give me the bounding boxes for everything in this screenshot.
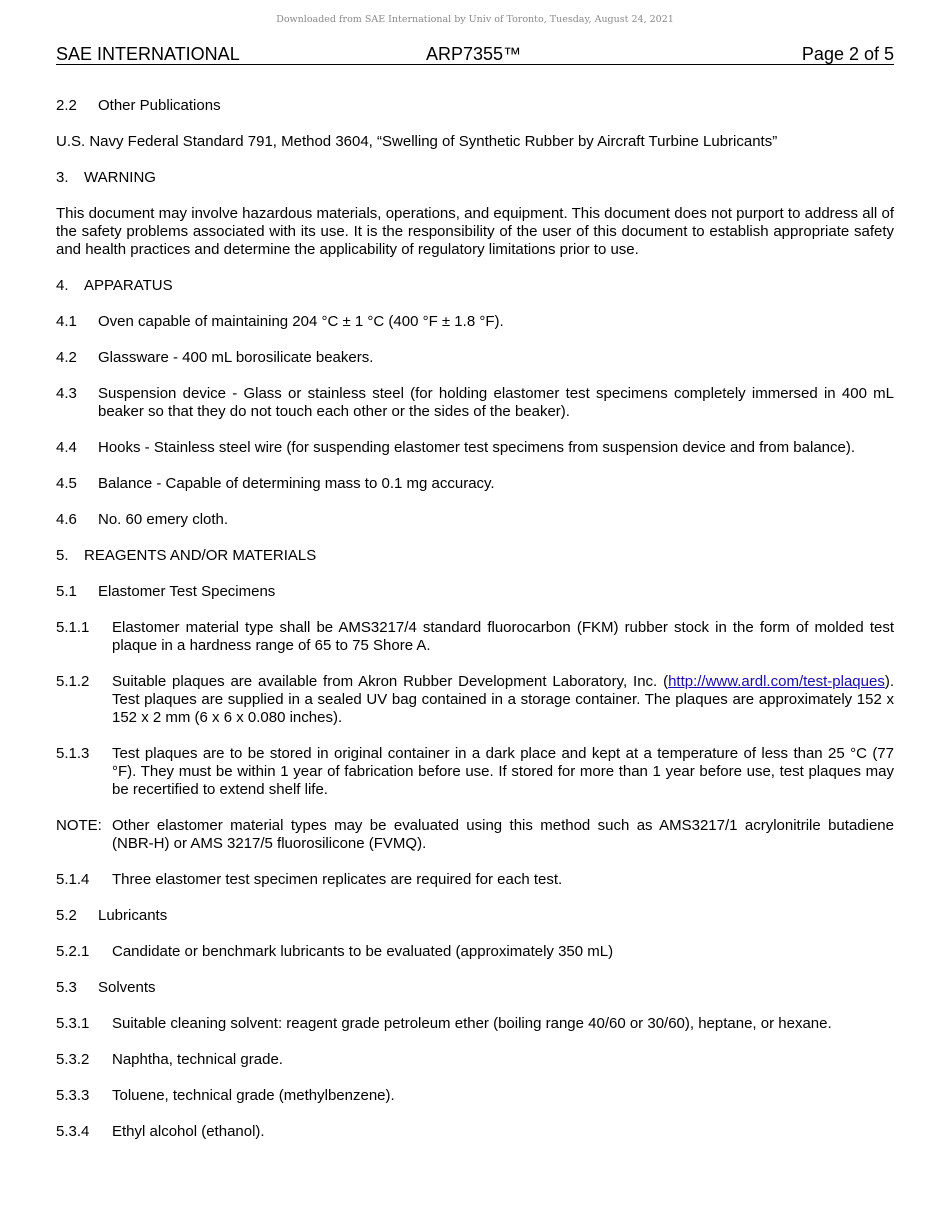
list-item xyxy=(56,349,894,367)
item-number: 5.3.2 xyxy=(56,1051,90,1068)
item-text: Suitable cleaning solvent: reagent grade petroleum ether (boiling range 40/60 or 30/60), heptane, or hexane. xyxy=(112,1015,832,1032)
list-item xyxy=(56,475,894,493)
item-number: 5.1.2 xyxy=(56,673,90,690)
list-item xyxy=(56,313,894,331)
item-text: Balance - Capable of determining mass to 0.1 mg accuracy. xyxy=(98,475,495,492)
item-text: Naphtha, technical grade. xyxy=(112,1051,283,1068)
list-item xyxy=(56,943,894,961)
section-title: Lubricants xyxy=(98,907,168,924)
item-number: 4.1 xyxy=(56,313,77,330)
item-number: 5.2.1 xyxy=(56,943,90,960)
item-text: Toluene, technical grade (methylbenzene). xyxy=(112,1087,395,1104)
item-text: Three elastomer test specimen replicates are required for each test. xyxy=(112,871,563,888)
list-item xyxy=(56,1015,894,1033)
list-item xyxy=(56,1051,894,1069)
header-page-number: Page 2 of 5 xyxy=(801,44,894,64)
list-item xyxy=(56,871,894,889)
item-text: Ethyl alcohol (ethanol). xyxy=(112,1123,265,1140)
section-title: Other Publications xyxy=(98,97,221,114)
item-text xyxy=(112,673,894,727)
note-label: NOTE: xyxy=(56,817,102,834)
item-number: 4.5 xyxy=(56,475,77,492)
item-number: 5.1.4 xyxy=(56,871,90,888)
item-number: 4.3 xyxy=(56,385,77,402)
subsection-heading xyxy=(56,583,894,601)
ardl-test-plaques-link[interactable]: http://www.ardl.com/test-plaques xyxy=(668,673,885,690)
section-title: Elastomer Test Specimens xyxy=(98,583,276,600)
item-text-after-link: ). Test plaques are supplied in a sealed UV bag contained in a storage container. The plaques are approximately 152 x 152 x 2 mm (6 x 6 x 0.080 inches). xyxy=(112,673,894,726)
download-watermark: Downloaded from SAE International by Univ of Toronto, Tuesday, August 24, 2021 xyxy=(276,14,674,25)
item-text: Test plaques are to be stored in original container in a dark place and kept at a temperature of less than 25 °C (77 °F). They must be within 1 year of fabrication before use. If stored for more than 1 year before use, test plaques may be recertified to extend shelf life. xyxy=(112,745,894,798)
section-number: 2.2 xyxy=(56,97,77,114)
item-text: Suspension device - Glass or stainless steel (for holding elastomer test specimens completely immersed in 400 mL beaker so that they do not touch each other or the sides of the beaker). xyxy=(98,385,894,420)
paragraph: U.S. Navy Federal Standard 791, Method 3604, “Swelling of Synthetic Rubber by Aircraft Turbine Lubricants” xyxy=(56,133,778,150)
list-item xyxy=(56,385,894,421)
item-number: 5.3.3 xyxy=(56,1087,90,1104)
page-header xyxy=(56,44,894,65)
subsection-heading xyxy=(56,907,894,925)
list-item xyxy=(56,1123,894,1141)
list-item xyxy=(56,745,894,799)
section-title: APPARATUS xyxy=(84,277,173,294)
item-number: 5.3.1 xyxy=(56,1015,90,1032)
list-item xyxy=(56,439,894,457)
item-number: 4.2 xyxy=(56,349,77,366)
item-text: No. 60 emery cloth. xyxy=(98,511,229,528)
list-item xyxy=(56,511,894,529)
section-title: WARNING xyxy=(84,169,156,186)
header-organization: SAE INTERNATIONAL xyxy=(56,44,240,64)
section-number: 5.3 xyxy=(56,979,77,996)
list-item xyxy=(56,1087,894,1105)
header-document-number: ARP7355™ xyxy=(426,44,522,64)
item-number: 5.1.3 xyxy=(56,745,90,762)
section-number: 5.1 xyxy=(56,583,77,600)
section-heading xyxy=(56,547,894,565)
item-text: Glassware - 400 mL borosilicate beakers. xyxy=(98,349,374,366)
note xyxy=(56,817,894,853)
section-title: Solvents xyxy=(98,979,156,996)
item-number: 4.6 xyxy=(56,511,77,528)
item-text: Oven capable of maintaining 204 °C ± 1 °C (400 °F ± 1.8 °F). xyxy=(98,313,504,330)
item-text: Elastomer material type shall be AMS3217/4 standard fluorocarbon (FKM) rubber stock in the form of molded test plaque in a hardness range of 65 to 75 Shore A. xyxy=(112,619,894,654)
item-text-before-link: Suitable plaques are available from Akron Rubber Development Laboratory, Inc. ( xyxy=(112,673,669,690)
section-number: 4. xyxy=(56,277,69,294)
note-text: Other elastomer material types may be evaluated using this method such as AMS3217/1 acrylonitrile butadiene (NBR-H) or AMS 3217/5 fluorosilicone (FVMQ). xyxy=(112,817,894,852)
item-number: 5.3.4 xyxy=(56,1123,90,1140)
item-number: 5.1.1 xyxy=(56,619,90,636)
section-number: 5. xyxy=(56,547,69,564)
item-text: Hooks - Stainless steel wire (for suspending elastomer test specimens from suspension device and from balance). xyxy=(98,439,856,456)
section-title: REAGENTS AND/OR MATERIALS xyxy=(84,547,317,564)
section-number: 3. xyxy=(56,169,69,186)
section-heading xyxy=(56,97,894,115)
section-heading xyxy=(56,277,894,295)
list-item xyxy=(56,619,894,655)
warning-paragraph: This document may involve hazardous materials, operations, and equipment. This document does not purport to address all of the safety problems associated with its use. It is the responsibility of the user of this document to establish appropriate safety and health practices and determine the applicability of regulatory limitations prior to use. xyxy=(56,205,894,258)
section-heading xyxy=(56,169,894,187)
list-item xyxy=(56,673,894,727)
section-number: 5.2 xyxy=(56,907,77,924)
subsection-heading xyxy=(56,979,894,997)
item-number: 4.4 xyxy=(56,439,77,456)
document-body xyxy=(56,97,894,1159)
item-text: Candidate or benchmark lubricants to be evaluated (approximately 350 mL) xyxy=(112,943,614,960)
